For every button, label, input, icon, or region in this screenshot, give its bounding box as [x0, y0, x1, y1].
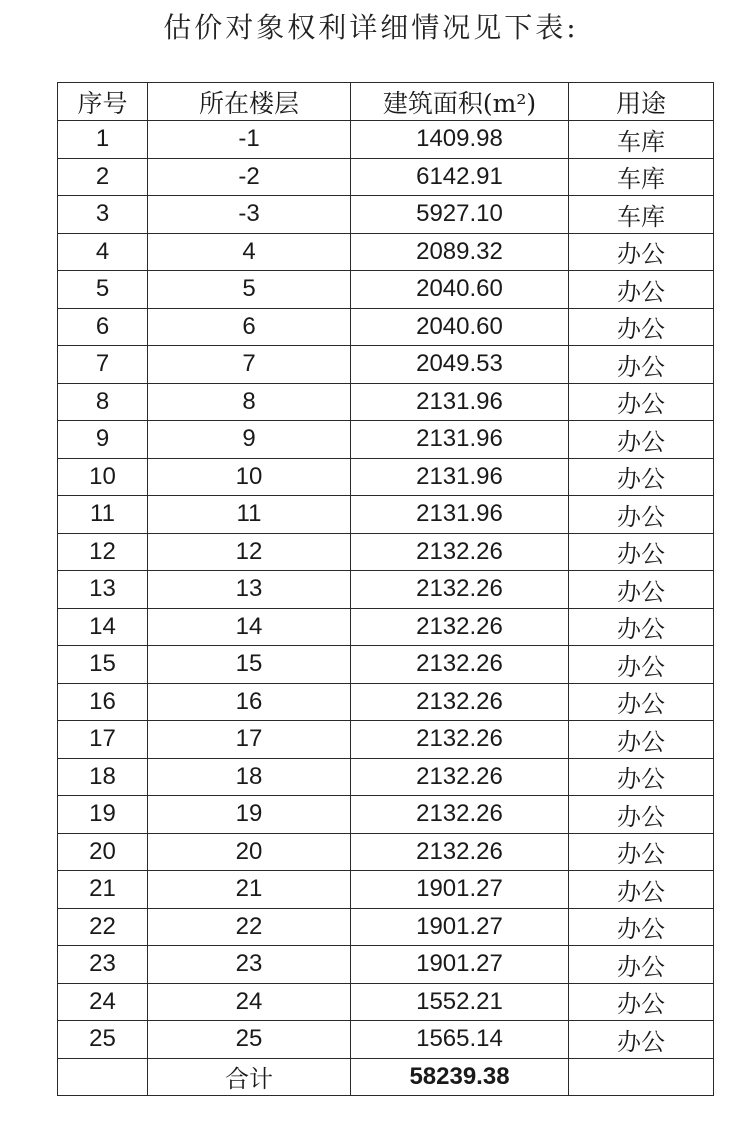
cell-area: 2049.53	[351, 346, 569, 384]
cell-usage: 办公	[569, 383, 714, 421]
cell-serial: 12	[58, 533, 148, 571]
cell-floor: -3	[148, 196, 351, 234]
table-body	[58, 121, 714, 1059]
cell-serial: 1	[58, 121, 148, 159]
cell-area: 1901.27	[351, 908, 569, 946]
cell-area: 2040.60	[351, 271, 569, 309]
cell-floor: 13	[148, 571, 351, 609]
table-row	[58, 946, 714, 984]
cell-floor: 19	[148, 796, 351, 834]
header-area: 建筑面积(m²)	[351, 83, 569, 121]
cell-area: 1901.27	[351, 871, 569, 909]
table-row	[58, 271, 714, 309]
cell-serial: 4	[58, 233, 148, 271]
cell-area: 2132.26	[351, 571, 569, 609]
table-row	[58, 496, 714, 534]
table-row	[58, 796, 714, 834]
table-row	[58, 983, 714, 1021]
cell-serial: 23	[58, 946, 148, 984]
cell-area: 2132.26	[351, 796, 569, 834]
cell-floor: 16	[148, 683, 351, 721]
cell-floor: 10	[148, 458, 351, 496]
cell-usage: 车库	[569, 158, 714, 196]
cell-floor: 23	[148, 946, 351, 984]
cell-usage: 办公	[569, 646, 714, 684]
cell-usage: 办公	[569, 421, 714, 459]
cell-usage: 办公	[569, 683, 714, 721]
table-row	[58, 758, 714, 796]
table-row	[58, 383, 714, 421]
cell-serial: 2	[58, 158, 148, 196]
cell-area: 2131.96	[351, 458, 569, 496]
cell-floor: 18	[148, 758, 351, 796]
cell-area: 2132.26	[351, 646, 569, 684]
cell-floor: 4	[148, 233, 351, 271]
cell-serial: 22	[58, 908, 148, 946]
cell-usage: 办公	[569, 796, 714, 834]
cell-serial: 24	[58, 983, 148, 1021]
cell-serial: 5	[58, 271, 148, 309]
header-floor: 所在楼层	[148, 83, 351, 121]
cell-serial: 16	[58, 683, 148, 721]
cell-floor: 20	[148, 833, 351, 871]
cell-floor: 25	[148, 1021, 351, 1059]
cell-floor: 9	[148, 421, 351, 459]
cell-serial: 21	[58, 871, 148, 909]
table-row	[58, 871, 714, 909]
total-serial-cell	[58, 1058, 148, 1096]
cell-floor: 21	[148, 871, 351, 909]
cell-usage: 办公	[569, 1021, 714, 1059]
table-row	[58, 683, 714, 721]
cell-usage: 车库	[569, 121, 714, 159]
cell-usage: 办公	[569, 758, 714, 796]
total-value: 58239.38	[351, 1058, 569, 1096]
cell-serial: 7	[58, 346, 148, 384]
cell-serial: 19	[58, 796, 148, 834]
cell-usage: 办公	[569, 233, 714, 271]
property-rights-table	[57, 82, 714, 1096]
cell-usage: 办公	[569, 833, 714, 871]
cell-floor: 12	[148, 533, 351, 571]
table-row	[58, 196, 714, 234]
cell-area: 2132.26	[351, 833, 569, 871]
cell-area: 5927.10	[351, 196, 569, 234]
cell-usage: 办公	[569, 571, 714, 609]
cell-usage: 办公	[569, 533, 714, 571]
cell-serial: 13	[58, 571, 148, 609]
table-row	[58, 121, 714, 159]
table-row	[58, 233, 714, 271]
table-header-row	[58, 83, 714, 121]
cell-area: 2132.26	[351, 721, 569, 759]
cell-floor: 6	[148, 308, 351, 346]
table-row	[58, 721, 714, 759]
cell-usage: 办公	[569, 608, 714, 646]
cell-usage: 办公	[569, 496, 714, 534]
cell-floor: 11	[148, 496, 351, 534]
header-usage: 用途	[569, 83, 714, 121]
cell-floor: 24	[148, 983, 351, 1021]
cell-area: 2132.26	[351, 533, 569, 571]
table-row	[58, 571, 714, 609]
cell-floor: 14	[148, 608, 351, 646]
cell-area: 1565.14	[351, 1021, 569, 1059]
cell-floor: 15	[148, 646, 351, 684]
cell-floor: 17	[148, 721, 351, 759]
cell-area: 2131.96	[351, 383, 569, 421]
cell-usage: 办公	[569, 308, 714, 346]
page-title: 估价对象权利详细情况见下表:	[163, 11, 579, 44]
table-row	[58, 646, 714, 684]
cell-usage: 办公	[569, 271, 714, 309]
cell-area: 2040.60	[351, 308, 569, 346]
cell-floor: -2	[148, 158, 351, 196]
cell-serial: 9	[58, 421, 148, 459]
cell-floor: 8	[148, 383, 351, 421]
cell-floor: 7	[148, 346, 351, 384]
cell-usage: 办公	[569, 458, 714, 496]
cell-serial: 14	[58, 608, 148, 646]
table-row	[58, 421, 714, 459]
cell-usage: 办公	[569, 721, 714, 759]
table-row	[58, 833, 714, 871]
cell-area: 2089.32	[351, 233, 569, 271]
table-row	[58, 608, 714, 646]
cell-area: 2132.26	[351, 683, 569, 721]
cell-serial: 15	[58, 646, 148, 684]
cell-area: 2131.96	[351, 421, 569, 459]
cell-area: 2132.26	[351, 608, 569, 646]
cell-serial: 10	[58, 458, 148, 496]
cell-usage: 办公	[569, 983, 714, 1021]
cell-area: 2132.26	[351, 758, 569, 796]
cell-serial: 25	[58, 1021, 148, 1059]
cell-serial: 6	[58, 308, 148, 346]
cell-usage: 办公	[569, 946, 714, 984]
header-serial: 序号	[58, 83, 148, 121]
table-row	[58, 533, 714, 571]
table-row	[58, 346, 714, 384]
cell-floor: 5	[148, 271, 351, 309]
cell-serial: 20	[58, 833, 148, 871]
cell-serial: 17	[58, 721, 148, 759]
cell-area: 1901.27	[351, 946, 569, 984]
cell-serial: 18	[58, 758, 148, 796]
table-row	[58, 458, 714, 496]
cell-usage: 办公	[569, 346, 714, 384]
cell-serial: 8	[58, 383, 148, 421]
cell-area: 1409.98	[351, 121, 569, 159]
total-usage-cell	[569, 1058, 714, 1096]
cell-area: 6142.91	[351, 158, 569, 196]
cell-serial: 11	[58, 496, 148, 534]
table-row	[58, 908, 714, 946]
table-row	[58, 308, 714, 346]
cell-floor: 22	[148, 908, 351, 946]
cell-usage: 车库	[569, 196, 714, 234]
table-row	[58, 158, 714, 196]
cell-area: 2131.96	[351, 496, 569, 534]
cell-usage: 办公	[569, 908, 714, 946]
cell-serial: 3	[58, 196, 148, 234]
cell-floor: -1	[148, 121, 351, 159]
total-label: 合计	[148, 1058, 351, 1096]
cell-usage: 办公	[569, 871, 714, 909]
cell-area: 1552.21	[351, 983, 569, 1021]
table-row	[58, 1021, 714, 1059]
total-row	[58, 1058, 714, 1096]
